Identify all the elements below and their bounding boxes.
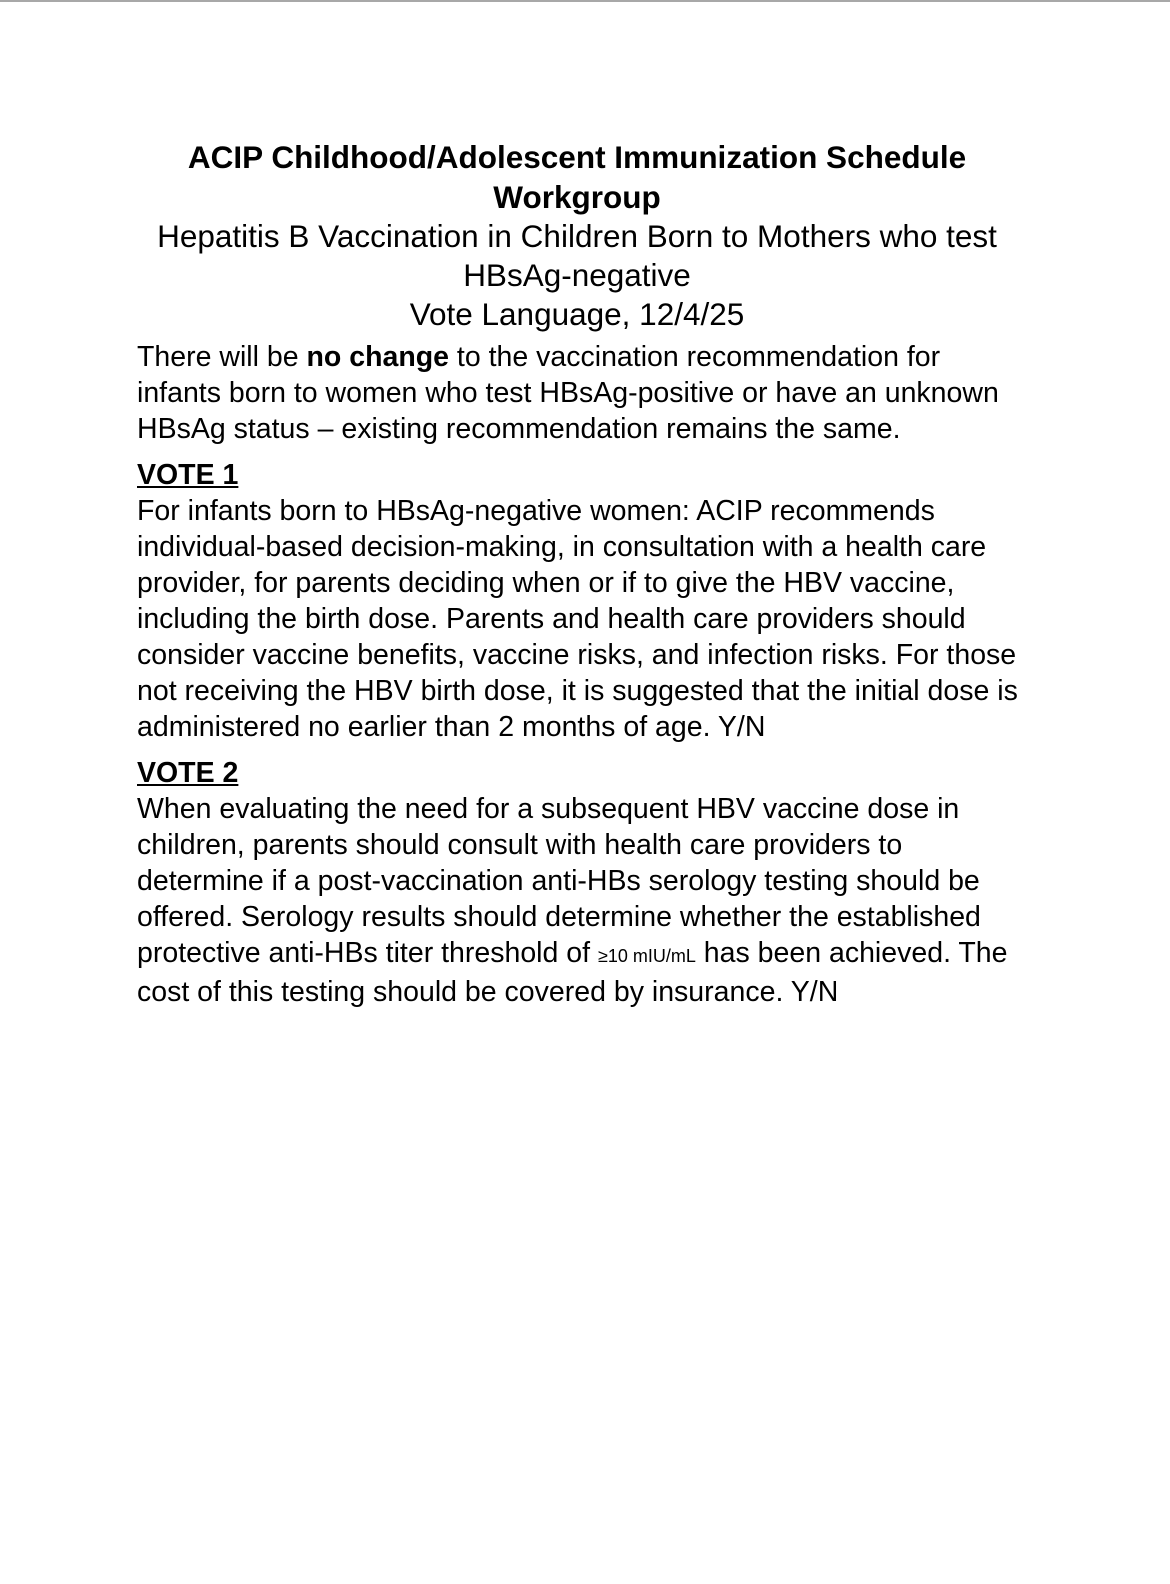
intro-paragraph xyxy=(137,339,1027,447)
document-date-line: Vote Language, 12/4/25 xyxy=(409,296,745,332)
vote-2-text-after: has been achieved. The cost of this testing should be covered by insurance. Y/N xyxy=(137,937,1008,1008)
vote-2-text xyxy=(137,791,1027,1010)
document-page xyxy=(137,137,1027,1010)
vote-2-text-before: When evaluating the need for a subsequent HBV vaccine dose in children, parents should consult with health care providers to determine if a post-vaccination anti-HBs serology testing should be offered. Serology results should determine whether the established protective anti-HBs titer threshold of xyxy=(137,793,981,969)
vote-1-text: For infants born to HBsAg-negative women: ACIP recommends individual-based decision-making, in consultation with a health care provider, for parents deciding when or if to give the HBV vaccine, including the birth dose. Parents and health care providers should consider vaccine benefits, vaccine risks, and infection risks. For those not receiving the HBV birth dose, it is suggested that the initial dose is administered no earlier than 2 months of age. Y/N xyxy=(137,495,1018,743)
titer-threshold: ≥10 mIU/mL xyxy=(597,946,696,966)
document-subtitle: Hepatitis B Vaccination in Children Born to Mothers who test HBsAg-negative xyxy=(157,218,997,293)
vote-2-section xyxy=(137,755,1027,1010)
title-block xyxy=(137,137,1017,334)
vote-1-section xyxy=(137,457,1027,745)
intro-bold-phrase: no change xyxy=(306,341,449,373)
vote-2-heading: VOTE 2 xyxy=(137,757,239,789)
vote-1-heading: VOTE 1 xyxy=(137,459,239,491)
document-title: ACIP Childhood/Adolescent Immunization Schedule Workgroup xyxy=(187,139,967,215)
intro-suffix: to the vaccination recommendation for infants born to women who test HBsAg-positive or have an unknown HBsAg status – existing recommendation remains the same. xyxy=(137,341,999,445)
top-border xyxy=(0,0,1170,2)
intro-prefix: There will be xyxy=(137,341,307,373)
